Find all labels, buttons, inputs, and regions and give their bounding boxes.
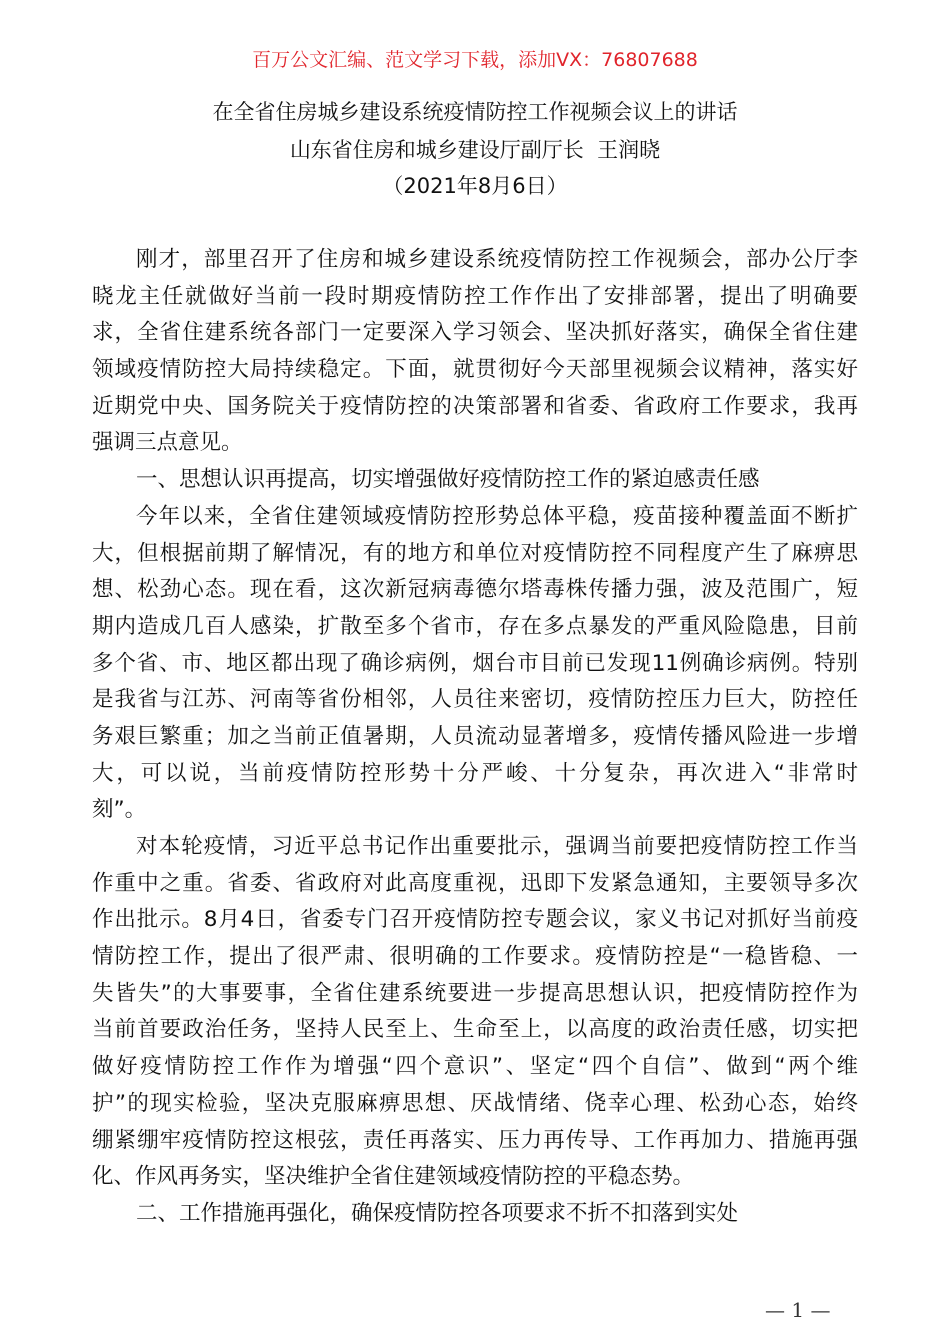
paragraph: [92, 829, 858, 1196]
text-line: 对本轮疫情，习近平总书记作出重要批示，强调当前要把疫情防控工作当: [136, 834, 858, 859]
text-line: 大，可以说，当前疫情防控形势十分严峻、十分复杂，再次进入“非常时: [92, 760, 858, 786]
text-line: 绷紧绷牢疫情防控这根弦，责任再落实、压力再传导、工作再加力、措施再强: [92, 1127, 858, 1153]
text-line: 失皆失”的大事要事，全省住建系统要进一步提高思想认识，把疫情防控作为: [92, 980, 858, 1006]
text-line: 情防控工作，提出了很严肃、很明确的工作要求。疫情防控是“一稳皆稳、一: [92, 944, 858, 970]
text-line: 一、思想认识再提高，切实增强做好疫情防控工作的紧迫感责任感: [136, 467, 760, 493]
paragraph: [92, 242, 858, 462]
text-line: 今年以来，全省住建领域疫情防控形势总体平稳，疫苗接种覆盖面不断扩: [136, 503, 858, 529]
page-number: — 1 —: [765, 1298, 831, 1322]
text-line: 刚才，部里召开了住房和城乡建设系统疫情防控工作视频会，部办公厅李: [136, 247, 858, 272]
section-heading: [92, 1196, 858, 1233]
document-body: [92, 242, 858, 1233]
text-line: 期内造成几百人感染，扩散至多个省市，存在多点暴发的严重风险隐患，目前: [92, 613, 858, 639]
text-line: 化、作风再务实，坚决维护全省住建领域疫情防控的平稳态势。: [92, 1164, 695, 1190]
text-line: 是我省与江苏、河南等省份相邻，人员往来密切，疫情防控压力巨大，防控任: [92, 687, 858, 713]
paragraph: [92, 499, 858, 829]
text-line: 大，但根据前期了解情况，有的地方和单位对疫情防控不同程度产生了麻痹思: [92, 540, 858, 566]
text-line: 多个省、市、地区都出现了确诊病例，烟台市目前已发现11例确诊病例。特别: [92, 650, 858, 676]
text-line: 强调三点意见。: [92, 430, 243, 456]
text-line: 求，全省住建系统各部门一定要深入学习领会、坚决抓好落实，确保全省住建: [92, 320, 858, 346]
text-line: 想、松劲心态。现在看，这次新冠病毒德尔塔毒株传播力强，波及范围广，短: [92, 577, 858, 603]
author-line: 山东省住房和城乡建设厅副厅长 王润晓: [289, 138, 661, 162]
text-line: 晓龙主任就做好当前一段时期疫情防控工作作出了安排部署，提出了明确要: [92, 283, 858, 309]
text-line: 当前首要政治任务，坚持人民至上、生命至上，以高度的政治责任感，切实把: [92, 1017, 858, 1043]
document-title: 在全省住房城乡建设系统疫情防控工作视频会议上的讲话: [212, 100, 738, 124]
text-line: 领域疫情防控大局持续稳定。下面，就贯彻好今天部里视频会议精神，落实好: [92, 357, 858, 383]
watermark-banner: 百万公文汇编、范文学习下载，添加VX：76807688: [252, 49, 698, 71]
text-line: 务艰巨繁重；加之当前正值暑期，人员流动显著增多，疫情传播风险进一步增: [92, 723, 858, 749]
text-line: 近期党中央、国务院关于疫情防控的决策部署和省委、省政府工作要求，我再: [92, 393, 858, 419]
text-line: 作重中之重。省委、省政府对此高度重视，迅即下发紧急通知，主要领导多次: [92, 870, 858, 896]
text-line: 做好疫情防控工作作为增强“四个意识”、坚定“四个自信”、做到“两个维: [92, 1054, 858, 1080]
text-line: 刻”。: [92, 797, 147, 823]
text-line: 作出批示。8月4日，省委专门召开疫情防控专题会议，家义书记对抓好当前疫: [92, 907, 858, 933]
date-line: （2021年8月6日）: [382, 174, 568, 198]
text-line: 护”的现实检验，坚决克服麻痹思想、厌战情绪、侥幸心理、松劲心态，始终: [92, 1090, 858, 1116]
section-heading: [92, 462, 858, 499]
text-line: 二、工作措施再强化，确保疫情防控各项要求不折不扣落到实处: [136, 1200, 739, 1226]
